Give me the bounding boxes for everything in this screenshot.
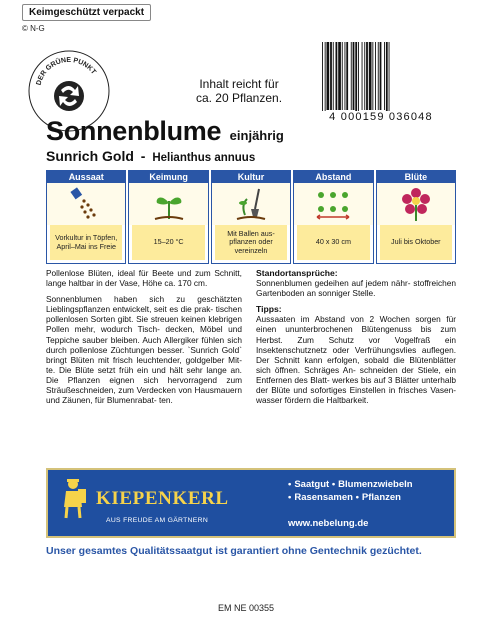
product-range: • Saatgut • Blumenzwiebeln • Rasensamen • Pflanzen [288, 479, 413, 503]
gruener-punkt-text: DER GRÜNE PUNKT [35, 56, 97, 87]
spacing-icon [313, 185, 353, 223]
packaging-label: Keimgeschützt verpackt [22, 4, 151, 21]
info-head: Keimung [129, 171, 207, 183]
info-head: Kultur [212, 171, 290, 183]
range-item: Saatgut [294, 479, 330, 490]
info-text: Mit Ballen aus- pflanzen oder vereinzeln [215, 225, 287, 260]
flower-icon [396, 185, 436, 223]
barcode-bar [322, 42, 323, 116]
title-row [46, 116, 284, 147]
info-bluete [376, 170, 456, 264]
barcode-bar [386, 42, 388, 116]
brand-slogan: AUS FREUDE AM GÄRTNERN [106, 517, 209, 524]
location-text: Sonnenblumen gedeihen auf jedem nähr- stoffreichen Gartenboden an sonniger Stelle. [256, 278, 456, 299]
location-heading: Standortansprüche: [256, 268, 338, 278]
barcode-bar [355, 42, 357, 116]
barcode-bar [325, 42, 326, 116]
barcode-bar [375, 42, 376, 110]
barcode-bar [330, 42, 332, 110]
seedling-icon [149, 185, 189, 223]
barcode-bar [336, 42, 338, 110]
variety-name: Sunrich Gold [46, 148, 134, 164]
barcode-number: 4 000159 036048 [306, 111, 456, 123]
barcode-bar [351, 42, 352, 110]
barcode-bar [333, 42, 334, 110]
barcode-bar [364, 42, 365, 110]
info-aussaat [46, 170, 126, 264]
barcode-bar [362, 42, 363, 110]
barcode-image [318, 42, 446, 120]
product-title: Sonnenblume [46, 116, 222, 146]
spade-icon [231, 185, 271, 223]
description-intro: Pollenlose Blüten, ideal für Beete und zum Schnitt, lange haltbar in der Vase, Höhe ca. 170 cm. [46, 268, 242, 289]
website-link[interactable]: www.nebelung.de [288, 518, 369, 529]
info-abstand [293, 170, 373, 264]
seeds-icon [66, 185, 106, 223]
product-title-note: einjährig [229, 128, 284, 143]
barcode-bar [366, 42, 368, 110]
barcode-bar [384, 42, 385, 110]
barcode-bar [389, 42, 390, 116]
info-keimung [128, 170, 208, 264]
tips-heading: Tipps: [256, 304, 282, 315]
info-head: Abstand [294, 171, 372, 183]
barcode-bar [353, 42, 355, 110]
info-text: Vorkultur in Töpfen, April–Mai ins Freie [50, 225, 122, 260]
barcode-bar [342, 42, 343, 110]
barcode-bar [346, 42, 348, 110]
info-head: Aussaat [47, 171, 125, 183]
range-item: Rasensamen [294, 492, 353, 503]
info-head: Blüte [377, 171, 455, 183]
info-kultur [211, 170, 291, 264]
em-code: EM NE 00355 [218, 603, 275, 613]
gmo-free-guarantee: Unser gesamtes Qualitätssaatgut ist garantiert ohne Gentechnik gezüchtet. [46, 545, 422, 557]
info-text: 15–20 °C [132, 225, 204, 260]
range-item: Pflanzen [361, 492, 401, 503]
barcode-bar [327, 42, 330, 110]
barcode-bar [338, 42, 341, 110]
content-info [180, 77, 298, 105]
cultivation-infobar [46, 170, 456, 264]
barcode-bar [369, 42, 372, 110]
barcode-bar [378, 42, 379, 110]
info-text: 40 x 30 cm [297, 225, 369, 260]
description-column [46, 268, 242, 411]
brand-name: KIEPENKERL [96, 488, 229, 509]
content-line-1: Inhalt reicht für [199, 77, 279, 91]
range-item: Blumenzwiebeln [338, 479, 413, 490]
info-text: Juli bis Oktober [380, 225, 452, 260]
variety-line [46, 148, 255, 164]
latin-name: Helianthus annuus [152, 152, 256, 164]
barcode-bar [380, 42, 382, 110]
variety-separator: - [140, 148, 146, 164]
barcode-bar [345, 42, 346, 110]
tips-column [256, 268, 456, 411]
barcode-bar [372, 42, 373, 110]
content-line-2: ca. 20 Pflanzen. [195, 91, 283, 105]
tips-text: Aussaaten im Abstand von 2 Wochen sorgen für einen ununterbrochenen Blütengenuss bis zum Herbst. Zum Schutz vor Vogelfraß ein Insektenschutznetz oder Verfrühungsvlies auflegen. Der Schnitt kann erfolgen, sobald die Blütenblätter sich öffnen. Schräges An- schneiden der Stiele, ein Entfernen des Blatt- werkes bis auf 3 Blätter unterhalb der Blüte und sofortiges Einstellen in frisches Vasen- wasser fördern die Haltbarkeit. [256, 314, 456, 406]
barcode-bar [358, 42, 359, 116]
copyright-text: © N-G [22, 24, 45, 33]
kiepenkerl-figure-icon [58, 477, 88, 519]
brand-banner [46, 468, 456, 538]
description-body: Sonnenblumen haben sich zu geschätzten Lieblingspflanzen entwickelt, seit es die prak- tischen pollenlosen Sorten gibt. Sie streuen keinen klebrigen Pollen mehr, wodurch Tisch- decken, Möbel und Teppiche sauber bleiben. Auch Allergiker fühlen sich durch pollenlose Züchtungen besser. `Sunrich Gold` bringt Blüten mit frisch leuchtender, goldgelber Mit- te. Die Blüte setzt früh ein und hält sehr lange an. Die Pflanzen eignen sich hervorragend zum Sträußeschneiden, zum Verdecken von Hausmauern und Zäunen, für Blumenrabat- ten. [46, 294, 242, 406]
